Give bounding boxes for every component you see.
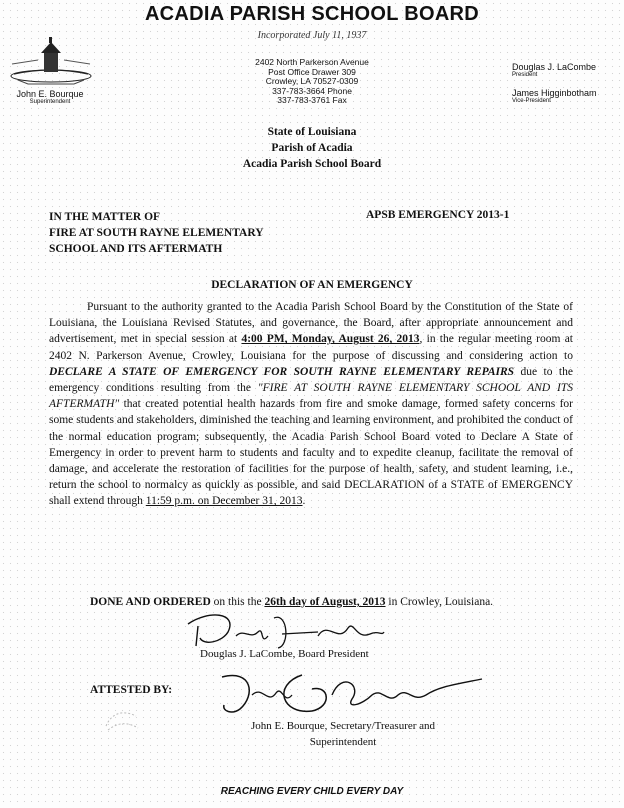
emergency-end-date: 11:59 p.m. on December 31, 2013: [145, 495, 303, 508]
jurisdiction-parish: Parish of Acadia: [271, 142, 353, 154]
phone-line: 337-783-3664 Phone: [272, 85, 352, 96]
president-name: Douglas J. LaCombe: [512, 62, 597, 72]
body-text: due to the emergency conditions resulting from the: [49, 365, 573, 395]
footer-slogan: REACHING EVERY CHILD EVERY DAY: [220, 786, 404, 797]
secretary-role: Superintendent: [309, 736, 377, 748]
attested-label: ATTESTED BY:: [90, 684, 173, 696]
body-text: Pursuant to the authority granted to the Acadia Parish School Board by the Constitution of the State of Louisiana, the Louisiana Revised Statutes, and governance, the Board, after appropriate announcement and advertisement, met in special session at: [49, 301, 573, 346]
document-number: APSB EMERGENCY 2013-1: [366, 209, 510, 221]
body-text: that created potential health hazards from fire and smoke damage, formed safety concerns for some students and stakeholders, diminished the teaching and learning environment, and prohibited the conduct of the normal education program; subsequently, the Acadia Parish School Board voted to Declare A State of Emergency in order to prevent harm to students and faculty and to expedite cleanup, facilitate the removal of damage, and accelerate the restoration of facilities for the purpose of health, safety, and student learning, i.e., return the school to normalcy as quickly as possible, and said DECLARATION of a STATE of EMERGENCY shall extend through: [49, 398, 573, 508]
superintendent-role: Superintendent: [29, 99, 71, 105]
secretary-signature-line: [228, 718, 458, 750]
vice-president-name: James Higginbotham: [512, 88, 597, 98]
body-text: , in the regular meeting room at 2402 N. Parkerson Avenue, Crowley, Louisiana for the purpose of discussing and considering action to: [49, 333, 573, 362]
president-role: President: [512, 72, 538, 78]
incorporation-line: Incorporated July 11, 1937: [257, 30, 367, 41]
declaration-body: [49, 299, 573, 510]
jurisdiction-block: [0, 124, 624, 172]
embossed-seal-mark: [102, 706, 142, 734]
fax-line: 337-783-3761 Fax: [277, 95, 347, 106]
matter-caption: [49, 209, 264, 257]
address-block: [0, 58, 624, 106]
jurisdiction-state: State of Louisiana: [267, 126, 357, 138]
jurisdiction-board: Acadia Parish School Board: [242, 158, 382, 170]
matter-line: SCHOOL AND ITS AFTERMATH: [49, 243, 223, 255]
done-tail: in Crowley, Louisiana.: [385, 596, 494, 608]
declared-action: DECLARE A STATE OF EMERGENCY FOR SOUTH RAYNE ELEMENTARY REPAIRS: [49, 365, 515, 378]
body-text: .: [302, 495, 306, 508]
address-line: Post Office Drawer 309: [268, 66, 356, 77]
meeting-datetime: 4:00 PM, Monday, August 26, 2013: [241, 333, 420, 346]
secretary-signature: [212, 665, 502, 725]
president-signature-line: Douglas J. LaCombe, Board President: [200, 648, 369, 660]
address-line: Crowley, LA 70527-0309: [265, 76, 359, 87]
address-line: 2402 North Parkerson Avenue: [255, 57, 369, 67]
matter-line: IN THE MATTER OF: [49, 211, 161, 223]
matter-line: FIRE AT SOUTH RAYNE ELEMENTARY: [49, 227, 264, 239]
vice-president-role: Vice-President: [512, 98, 551, 104]
secretary-name-title: John E. Bourque, Secretary/Treasurer and: [250, 720, 436, 732]
done-lead: DONE AND ORDERED: [90, 596, 211, 608]
superintendent-name: John E. Bourque: [16, 89, 84, 99]
declaration-heading: DECLARATION OF AN EMERGENCY: [211, 279, 413, 291]
incident-title: "FIRE AT SOUTH RAYNE ELEMENTARY SCHOOL AND ITS AFTERMATH": [49, 382, 574, 411]
done-mid: on this the: [210, 596, 265, 608]
board-title: ACADIA PARISH SCHOOL BOARD: [144, 3, 480, 25]
done-date: 26th day of August, 2013: [264, 596, 386, 608]
